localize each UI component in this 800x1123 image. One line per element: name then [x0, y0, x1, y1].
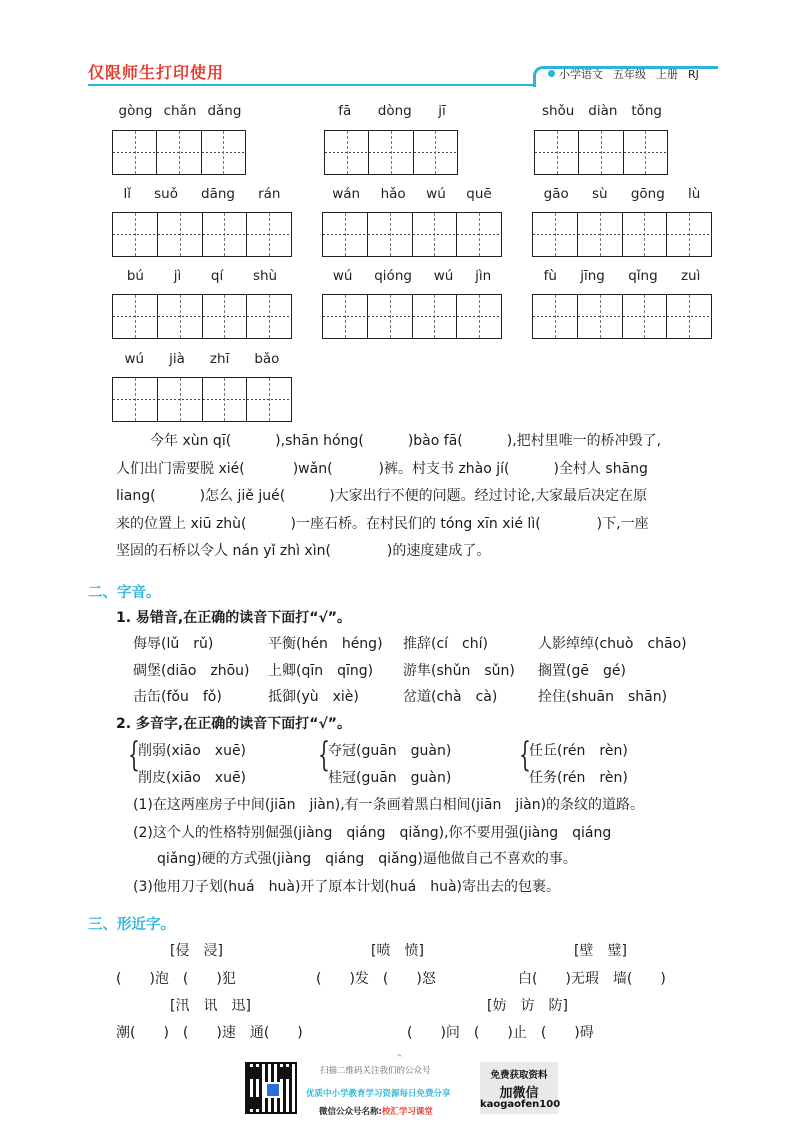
choice-item[interactable]: 人影绰绰(chuò chāo): [538, 636, 687, 652]
wechat-account: 微信公众号名称:校汇学习课堂: [319, 1107, 433, 1117]
pinyin-label: wú qióng wú jìn: [332, 268, 492, 284]
fill-row[interactable]: ( )泡 ( )犯: [116, 971, 236, 987]
section-title: 二、字音。: [88, 585, 161, 601]
print-notice: 仅限师生打印使用: [88, 63, 225, 82]
edition: RJ: [688, 68, 699, 81]
fill-row[interactable]: ( )发 ( )怒: [316, 971, 436, 987]
fill-row[interactable]: 白( )无瑕 墙( ): [518, 971, 666, 987]
pinyin-label: fā dòng jī: [338, 103, 446, 119]
writing-grid[interactable]: [112, 130, 246, 175]
choice-item[interactable]: 推辞(cí chí): [403, 636, 488, 652]
free-resource-box: [480, 1062, 561, 1114]
qr-logo-icon: [265, 1082, 281, 1098]
question-title: 2. 多音字,在正确的读音下面打“√”。: [116, 716, 351, 732]
writing-grid[interactable]: [112, 212, 292, 257]
char-group: [妨 访 防]: [487, 998, 568, 1014]
writing-grid[interactable]: [532, 212, 712, 257]
fill-row[interactable]: ( )问 ( )止 ( )碍: [407, 1025, 594, 1041]
pinyin-label: gòng chǎn dǎng: [118, 103, 242, 119]
choice-item[interactable]: 击缶(fǒu fǒ): [133, 689, 222, 705]
choice-item[interactable]: 侮辱(lǔ rǔ): [133, 636, 214, 652]
choice-item[interactable]: 任丘(rén rèn): [529, 743, 628, 759]
qr-code[interactable]: [245, 1062, 297, 1114]
book-info: [548, 66, 699, 82]
pinyin-label: lǐ suǒ dāng rán: [123, 186, 281, 202]
char-group: [侵 浸]: [170, 943, 223, 959]
writing-grid[interactable]: [534, 130, 668, 175]
pinyin-label: wú jià zhī bǎo: [124, 351, 280, 367]
choice-item[interactable]: 抵御(yù xiè): [268, 689, 359, 705]
box-id: kaogaofen100: [480, 1099, 561, 1110]
choice-item[interactable]: 夺冠(guān guàn): [328, 743, 452, 759]
fill-row[interactable]: 潮( ) ( )速 通( ): [116, 1025, 303, 1041]
pinyin-label: bú jì qí shù: [126, 268, 278, 284]
grade: 五年级: [613, 68, 646, 81]
fill-paragraph: 今年 xùn qī( ),shān hóng( )bào fā( ),把村里唯一的桥冲毁了, 人们出门需要脱 xié( )wǎn( )裤。村支书 zhào jí( )全村人 shāng liang( )怎么 jiě jué( )大家出行不便的问题。经过讨论,大家最后决定在原 来的位置上 xiū zhù( )一座石桥。在村民们的 tóng xīn xié lì( )下,一座 坚固的石桥以令人 nán yǐ zhì xìn( )的速度建成了。: [116, 433, 662, 559]
choice-item[interactable]: 桂冠(guān guàn): [328, 770, 452, 786]
brace: {: [519, 735, 531, 775]
writing-grid[interactable]: [322, 212, 502, 257]
char-group: [喷 愤]: [371, 943, 424, 959]
writing-grid[interactable]: [532, 294, 712, 339]
char-group: [壁 璧]: [574, 943, 627, 959]
sentence-item[interactable]: (2)这个人的性格特别倔强(jiàng qiáng qiǎng),你不要用强(jiàng qiáng: [133, 825, 612, 841]
brace: {: [128, 735, 140, 775]
pinyin-label: wán hǎo wú quē: [332, 186, 492, 202]
sentence-item[interactable]: (3)他用刀子划(huá huà)开了原本计划(huá huà)寄出去的包裹。: [133, 879, 560, 895]
section-title: 三、形近字。: [88, 917, 175, 933]
writing-grid[interactable]: [112, 377, 292, 422]
char-group: [汛 讯 迅]: [170, 998, 251, 1014]
choice-item[interactable]: 碉堡(diāo zhōu): [133, 663, 250, 679]
brace: {: [318, 735, 330, 775]
writing-grid[interactable]: [112, 294, 292, 339]
choice-item[interactable]: 游隼(shǔn sǔn): [403, 663, 515, 679]
arrow-up-icon: ^: [396, 1053, 403, 1062]
bullet-icon: [548, 70, 555, 77]
slogan-text: 优质中小学教育学习资源每日免费分享: [306, 1089, 451, 1099]
choice-item[interactable]: 拴住(shuān shān): [538, 689, 668, 705]
volume: 上册: [656, 68, 678, 81]
choice-item[interactable]: 搁置(gē gé): [538, 663, 626, 679]
sentence-item[interactable]: (1)在这两座房子中间(jiān jiàn),有一条画着黑白相间(jiān jiàn)的条纹的道路。: [133, 797, 645, 813]
choice-item[interactable]: 上卿(qīn qīng): [268, 663, 374, 679]
subject: 小学语文: [559, 68, 603, 81]
pinyin-label: gāo sù gōng lù: [543, 186, 701, 202]
choice-item[interactable]: 平衡(hén héng): [268, 636, 383, 652]
choice-item[interactable]: 任务(rén rèn): [529, 770, 628, 786]
box-action: 加微信: [499, 1086, 539, 1101]
pinyin-label: shǒu diàn tǒng: [541, 103, 663, 119]
sentence-item[interactable]: qiǎng)硬的方式强(jiàng qiáng qiǎng)逼他做自己不喜欢的事。: [157, 851, 577, 867]
question-title: 1. 易错音,在正确的读音下面打“√”。: [116, 610, 351, 626]
writing-grid[interactable]: [322, 294, 502, 339]
choice-item[interactable]: 削弱(xiāo xuē): [138, 743, 247, 759]
choice-item[interactable]: 削皮(xiāo xuē): [138, 770, 247, 786]
scan-text: 扫描二维码关注我们的公众号: [320, 1066, 431, 1076]
choice-item[interactable]: 岔道(chà cà): [403, 689, 498, 705]
pinyin-label: fù jīng qǐng zuì: [543, 268, 701, 284]
writing-grid[interactable]: [324, 130, 458, 175]
box-title: 免费获取资料: [490, 1070, 548, 1081]
